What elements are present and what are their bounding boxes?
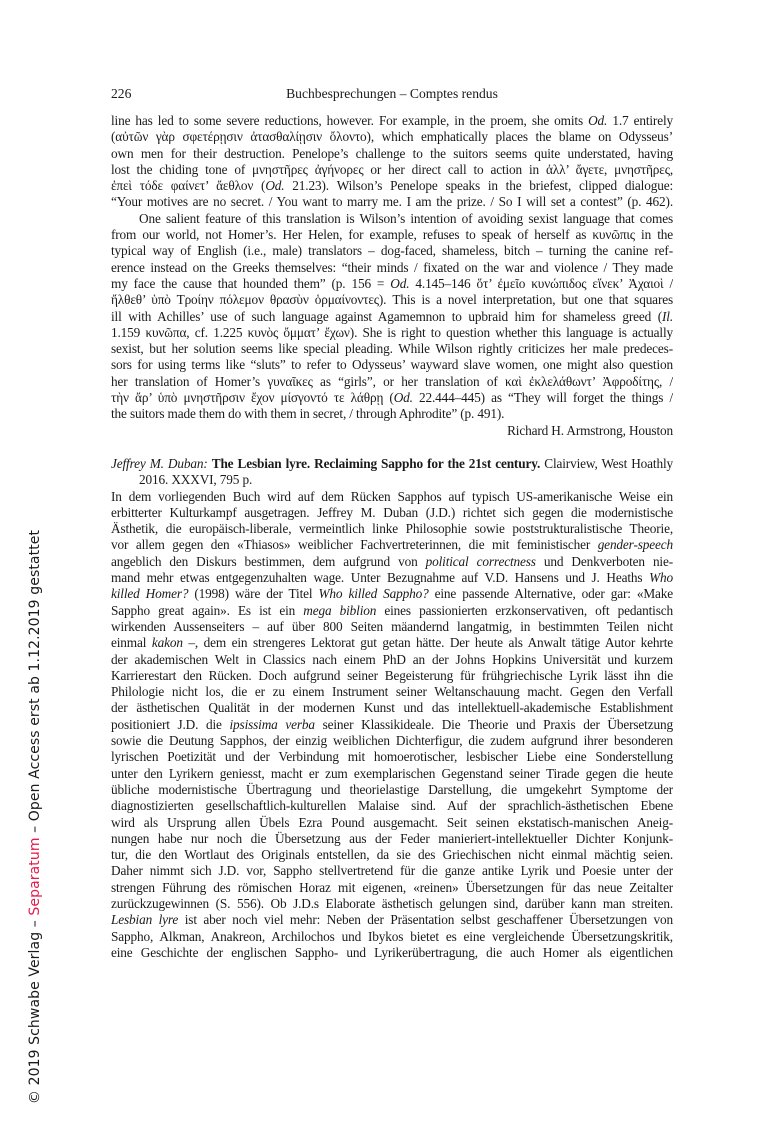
text-line <box>111 684 673 700</box>
book-title: The Lesbian lyre. Reclaiming Sappho for the 21st century. <box>211 456 541 471</box>
text-line <box>111 717 673 733</box>
italic-run: Od. <box>588 113 608 128</box>
text-line <box>111 831 673 847</box>
italic-run: gender-speech <box>597 537 673 553</box>
text-run: Philologie nicht los, die er zu einem Instrument seiner Weltanschauung macht. Gegen den Verfall <box>111 684 673 700</box>
text-line <box>111 668 673 684</box>
text-run: und Denkverboten nie- <box>535 553 673 569</box>
text-line <box>111 863 673 879</box>
text-line <box>111 113 673 129</box>
text-run: the suitors made them do with them in secret, / through Aphrodite” (p. 491). <box>111 406 505 422</box>
text-line <box>111 456 673 472</box>
text-run: sors for using terms like “sluts” to refer to Odysseus’ wayward slave women, one might also question <box>111 357 673 373</box>
text-run: ill with Achilles’ use of such language against Agamemnon to upbraid him for shameless greed ( <box>111 308 662 324</box>
text-line <box>111 929 673 945</box>
text-line <box>111 880 673 896</box>
running-title: Buchbesprechungen – Comptes rendus <box>286 86 498 101</box>
text-line <box>111 798 673 814</box>
italic-run: ipsissima verba <box>229 716 315 732</box>
text-line <box>111 357 673 373</box>
separatum-label: Separatum <box>27 837 43 916</box>
text-run: wirkenden Aussenseiters – auf über 800 Seiten mäandernd langatmig, in bestimmten Teilen nicht <box>111 618 673 634</box>
copyright-text-end: – Open Access erst ab 1.12.2019 gestattet <box>27 529 43 838</box>
text-line <box>111 652 673 668</box>
text-run: τὴν ἄρ’ ὑπὸ μνηστῆρσιν ἔχον μίσγοντό τε λάθρῃ ( <box>111 390 394 406</box>
text-line <box>111 700 673 716</box>
text-run: own men for their destruction. Penelope’s challenge to the suitors seems quite understated, having <box>111 145 673 161</box>
text-run: from our world, not Homer’s. Her Helen, for example, refuses to speak of herself as κυνῶπις in the <box>111 227 673 243</box>
text-run: ἤλθεθ’ ὑπὸ Τροίην πόλεμον θρασὺν ὁρμαίνοντες). This is a novel interpretation, but one that squares <box>111 292 673 308</box>
italic-run: political correctness <box>425 553 536 569</box>
text-line <box>111 603 673 619</box>
text-run: der akademischen Welt in Classics nach einem PhD an der Johns Hopkins Universität und kurzem <box>111 651 673 667</box>
text-run: (1998) wäre der Titel <box>188 586 319 602</box>
text-line <box>111 554 673 570</box>
text-run: mand mehr etwas entgegenzuhalten wage. Unter Bezugnahme auf V.D. Hansens und J. Heaths <box>111 570 650 586</box>
italic-run: mega biblion <box>303 602 377 618</box>
italic-run: Who <box>649 570 673 586</box>
text-run: vor allem gegen den «Thiasos» weiblicher Fachvertreterinnen, die mit feministischer <box>111 537 598 553</box>
review-duban <box>111 456 673 961</box>
text-run: “Your motives are no secret. / You want to marry me. I am the prize. / So I will set a contest” (p. 462). <box>111 194 673 210</box>
text-run: One salient feature of this translation is Wilson’s intention of avoiding sexist language that comes <box>139 210 673 226</box>
text-run: eine passende Alternative, oder gar: «Make <box>428 586 673 602</box>
text-run: sexist, but her solution seems like special pleading. While Wilson rightly criticizes her male predeces- <box>111 341 673 357</box>
text-line <box>111 292 673 308</box>
text-run: typical way of English (i.e., male) translators – dog-faced, shameless, bitch – turning the canine ref- <box>111 243 673 259</box>
text-line <box>111 243 673 259</box>
italic-run: Od. <box>265 178 285 194</box>
text-line <box>111 570 673 586</box>
text-run: Sappho, Alkman, Anakreon, Archilochos und Ibykos bietet es eine vergleichende Übersetzungskritik, <box>111 928 673 944</box>
copyright-text-start: © 2019 Schwabe Verlag – <box>27 915 43 1105</box>
text-line <box>111 309 673 325</box>
text-run: Karrierestart den Rücken. Doch aufgrund seiner Begeisterung für frühgriechische Lyrik lässt ihn die <box>111 667 673 683</box>
text-line <box>111 782 673 798</box>
italic-run: Who killed Sappho? <box>318 586 429 602</box>
text-run: lyrischen Poetizität und der Verbindung mit homoerotischer, lesbischer Liebe eine Sonderstellung <box>111 749 673 765</box>
text-line <box>111 211 673 227</box>
text-line <box>111 146 673 162</box>
running-header <box>111 85 673 102</box>
text-run: ist aber noch viel mehr: Neben der Präsentation selbst geschaffener Übersetzungen von <box>178 912 673 928</box>
italic-run: Lesbian lyre <box>111 912 179 928</box>
text-run: Richard H. Armstrong, Houston <box>507 422 673 438</box>
text-run: ἐπεὶ τόδε φαίνετ’ ἄεθλον ( <box>111 178 266 194</box>
text-line <box>111 733 673 749</box>
text-line <box>111 505 673 521</box>
text-run: line has led to some severe reductions, however. For example, in the proem, she omits <box>111 113 589 128</box>
text-run: einmal <box>111 635 152 651</box>
text-line <box>111 586 673 602</box>
text-run: 2016. XXXVI, 795 p. <box>139 472 253 488</box>
text-run: 22.444–445) as “They will forget the things / <box>412 390 673 406</box>
text-run: 1.7 entirely <box>607 113 673 128</box>
italic-run: Od. <box>393 390 413 406</box>
text-run: 21.23). Wilson’s Penelope speaks in the briefest, clipped dialogue: <box>284 178 673 194</box>
text-run: wird als Ursprung allen Übels Ezra Pound ausgemacht. Seit seinen ekstatisch-manischen Aneig- <box>111 814 673 830</box>
text-line <box>111 766 673 782</box>
italic-run: killed Homer? <box>111 586 189 602</box>
copyright-notice <box>27 530 43 1104</box>
text-line <box>111 162 673 178</box>
italic-run: kakon <box>151 635 183 651</box>
text-run: In dem vorliegenden Buch wird auf dem Rücken Sapphos auf typisch US-amerikanische Weise ein <box>111 488 673 504</box>
text-run: übliche modernistische Übertragung und theorielastige Darstellung, die umgekehrt Symptome der <box>111 781 673 797</box>
text-line <box>111 341 673 357</box>
text-run: her translation of Homer’s γυναῖκες as “girls”, or her translation of καὶ ἐκλελάθωντ’ Ἀφροδίτης, / <box>111 373 673 389</box>
text-line <box>111 178 673 194</box>
text-line <box>111 194 673 210</box>
text-run: sowie die Deutung Sapphos, der einzig weiblichen Dichterfigur, die zudem aufgrund ihrer besonderen <box>111 733 673 749</box>
text-run: tur, die den Wortlaut des Originals entstellen, da sie des Griechischen nicht einmal mächtig seien. <box>111 847 673 863</box>
text-line <box>111 847 673 863</box>
text-line <box>111 260 673 276</box>
text-line <box>111 489 673 505</box>
text-run: erence instead on the Greeks themselves: “their minds / fixated on the war and violence / They made <box>111 259 673 275</box>
text-run: positioniert J.D. die <box>111 716 230 732</box>
text-line <box>111 537 673 553</box>
text-line <box>111 815 673 831</box>
text-run: Ästhetik, die europäisch-liberale, vermeintlich linke Philosophie sowie poststrukturalistische Theorie, <box>111 521 673 537</box>
text-run: strengen Führung des römischen Horaz mit eigenen, «reinen» Übersetzungen für das neue Zeitalter <box>111 879 673 895</box>
text-line <box>111 945 673 961</box>
text-line <box>111 276 673 292</box>
text-line <box>111 619 673 635</box>
text-line <box>111 896 673 912</box>
text-line <box>111 521 673 537</box>
text-line <box>111 472 673 488</box>
text-run: my face the cause that hounded them” (p. 156 = <box>111 275 391 291</box>
text-run: Clairview, West Hoathly <box>540 456 673 471</box>
italic-run: Od. <box>390 275 410 291</box>
italic-run: Jeffrey M. Duban: <box>111 456 208 471</box>
text-run: der ästhetischen Qualität in der modernen Kunst und das intellektuell-akademische Establishment <box>111 700 673 716</box>
text-run: 1.159 κυνῶπα, cf. 1.225 κυνὸς ὄμματ’ ἔχων). She is right to question whether this language is actually <box>111 324 673 340</box>
text-run: angeblich den Diskurs bestimmen, dem aufgrund von <box>111 553 426 569</box>
text-run: unter den Lyrikern geniesst, macht er zum exemplarischen Gegenstand seiner Tirade gegen die heute <box>111 765 673 781</box>
text-run: Daher nimmt sich J.D. vor, Sappho stellvertretend für die ganze antike Lyrik und Poesie unter der <box>111 863 673 879</box>
page-number: 226 <box>111 86 132 101</box>
text-run: Sappho great again». Es ist ein <box>111 602 304 618</box>
reviewer-signature <box>111 423 673 439</box>
text-run: diagnostizierten gesellschaftlich-kulturellen Malaise sind. Auf der sprachlich-ästhetischen Ebene <box>111 798 673 814</box>
text-run: 4.145–146 ὅτ’ ἐμεῖο κυνώπιδος εἵνεκ’ Ἀχαιοὶ / <box>409 275 673 291</box>
text-line <box>111 635 673 651</box>
text-line <box>111 749 673 765</box>
text-run: lost the chiding tone of μνηστῆρες ἀγήνορες or her direct call to action in ἀλλ’ ἄγετε, μνηστῆρες, <box>111 161 673 177</box>
review-armstrong <box>111 113 673 439</box>
text-run: (αὐτῶν γὰρ σφετέρῃσιν ἀτασθαλίῃσιν ὄλοντο), which emphatically places the blame on Odysseus’ <box>111 129 673 145</box>
text-run: eines passionierten erzkonservativen, oft pedantisch <box>376 602 673 618</box>
text-run: nungen habe nur noch die Übersetzung aus der Feder manieriert-intellektueller Dichter Konjunk- <box>111 830 673 846</box>
text-run: zurückzugewinnen (S. 556). Ob J.D.s Elaborate ästhetisch gelungen sind, darüber kann man streiten. <box>111 896 673 912</box>
text-run: seiner Klassikideale. Die Theorie und Praxis der Übersetzung <box>314 716 673 732</box>
text-line <box>111 390 673 406</box>
text-line <box>111 129 673 145</box>
text-line <box>111 374 673 390</box>
text-run: –, dem ein strengeres Lektorat gut getan hätte. Der heute als Anwalt tätige Autor kehrte <box>182 635 673 651</box>
text-line <box>111 325 673 341</box>
text-line <box>111 227 673 243</box>
italic-run: Il. <box>662 308 673 324</box>
text-run: eine Geschichte der englischen Sappho- und Lyrikerübertragung, die auch Homer als eigentlichen <box>111 944 673 960</box>
text-line <box>111 912 673 928</box>
text-line <box>111 406 673 422</box>
text-run: erbitterter Kulturkampf ausgetragen. Jeffrey M. Duban (J.D.) richtet sich gegen die modernistische <box>111 504 673 520</box>
